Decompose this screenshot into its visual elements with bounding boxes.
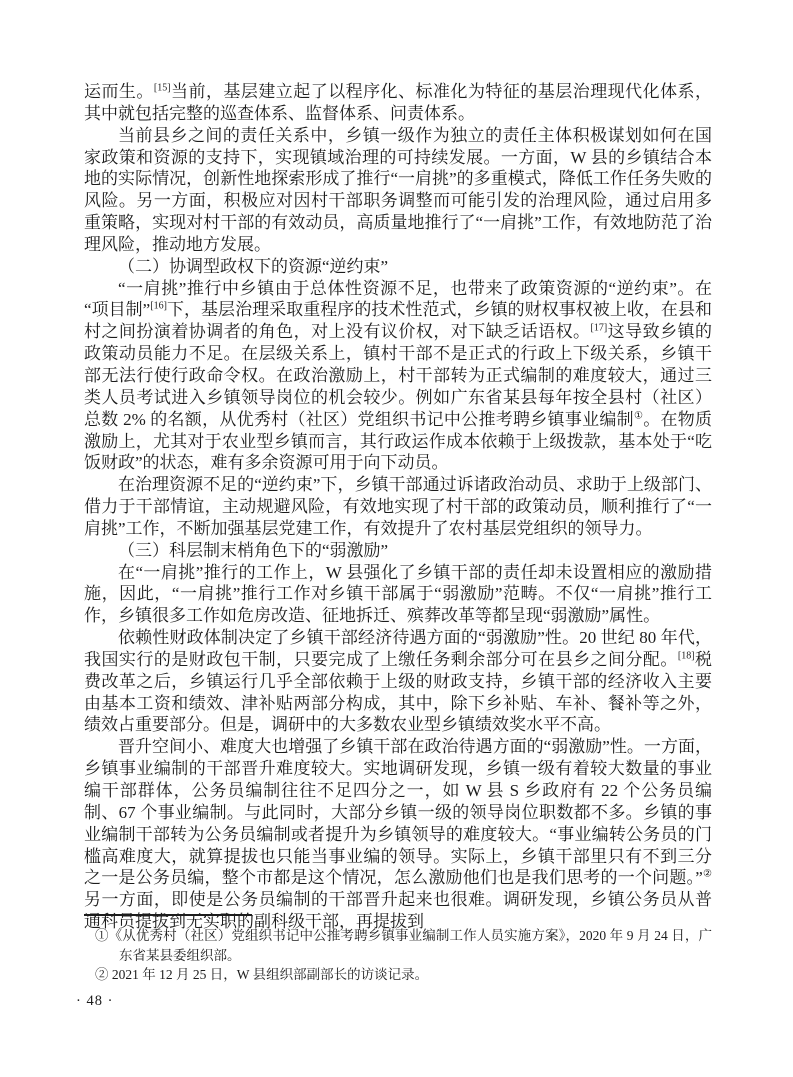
- note-ref: ②: [702, 868, 712, 880]
- article-body: [84, 81, 712, 933]
- footnote-area: [84, 914, 712, 985]
- note-ref: [15]: [153, 82, 171, 94]
- note-ref: [16]: [150, 300, 167, 312]
- paragraph: 当前县乡之间的责任关系中，乡镇一级作为独立的责任主体积极谋划如何在国家政策和资源的支持下，实现镇域治理的可持续发展。一方面，W 县的乡镇结合本地的实际情况，创新性地探索形成了推行“一肩挑”的多重模式，降低工作任务失败的风险。另一方面，积极应对因村干部职务调整而可能引发的治理风险，通过启用多重策略，实现对村干部的有效动员，高质量地推行了“一肩挑”工作，有效地防范了治理风险，推动地方发展。: [84, 125, 712, 254]
- note-ref: [17]: [590, 322, 608, 334]
- paragraph: 晋升空间小、难度大也增强了乡镇干部在政治待遇方面的“弱激励”性。一方面，乡镇事业编制的干部晋升难度较大。实地调研发现，乡镇一级有着较大数量的事业编干部群体，公务员编制往往不足四分之一，如 W 县 S 乡政府有 22 个公务员编制、67 个事业编制。与此同时，大部分乡镇一级的领导岗位职数都不多。乡镇的事业编制干部转为公务员编制或者提升为乡镇领导的难度较大。“事业编转公务员的门槛高难度大，就算提拔也只能当事业编的领导。实际上，乡镇干部里只有不到三分之一是公务员编，整个市都是这个情况，怎么激励他们也是我们思考的一个问题。”②另一方面，即使是公务员编制的干部晋升起来也很难。调研发现，乡镇公务员从普通科员提拔到无实职的副科级干部，再提拔到: [84, 737, 712, 932]
- section-heading-2: （二）协调型政权下的资源“逆约束”: [118, 256, 389, 276]
- paragraph: 依赖性财政体制决定了乡镇干部经济待遇方面的“弱激励”性。20 世纪 80 年代，我国实行的是财政包干制，只要完成了上缴任务剩余部分可在县乡之间分配。[18]税费改革之后，乡镇运行几乎全部依赖于上级的财政支持，乡镇干部的经济收入主要由基本工资和绩效、津补贴两部分构成，其中，除下乡补贴、车补、餐补等之外，绩效占重要部分。但是，调研中的大多数农业型乡镇绩效奖水平不高。: [84, 628, 713, 735]
- note-ref: [18]: [677, 650, 695, 662]
- footnote-2: ② 2021 年 12 月 25 日，W 县组织部副部长的访谈记录。: [95, 967, 429, 982]
- section-heading-3: （三）科层制末梢角色下的“弱激励”: [118, 540, 389, 560]
- paragraph: 在治理资源不足的“逆约束”下，乡镇干部通过诉诸政治动员、求助于上级部门、借力于干部情谊，主动规避风险，有效地实现了村干部的政策动员，顺利推行了“一肩挑”工作，不断加强基层党建工作，有效提升了农村基层党组织的领导力。: [84, 475, 712, 538]
- footnote-1: ①《从优秀村（社区）党组织书记中公推考聘乡镇事业编制工作人员实施方案》，2020 年 9 月 24 日，广东省某县委组织部。: [95, 928, 712, 963]
- footnote-separator: [84, 914, 252, 916]
- footnote-list: [84, 926, 712, 985]
- paragraph-continuation: 运而生。[15]当前，基层建立起了以程序化、标准化为特征的基层治理现代化体系，其中就包括完整的巡查体系、监督体系、问责体系。: [84, 82, 713, 123]
- paragraph: 在“一肩挑”推行的工作上，W 县强化了乡镇干部的责任却未设置相应的激励措施，因此，“一肩挑”推行工作对乡镇干部属于“弱激励”范畴。不仅“一肩挑”推行工作，乡镇很多工作如危房改造、征地拆迁、殡葬改革等都呈现“弱激励”属性。: [84, 562, 712, 626]
- paragraph: “一肩挑”推行中乡镇由于总体性资源不足，也带来了政策资源的“逆约束”。在“项目制”[16]下，基层治理采取重程序的技术性范式，乡镇的财权事权被上收，在县和村之间扮演着协调者的角色，对上没有议价权，对下缺乏话语权。[17]这导致乡镇的政策动员能力不足。在层级关系上，镇村干部不是正式的行政上下级关系，乡镇干部无法行使行政命令权。在政治激励上，村干部转为正式编制的难度较大，通过三类人员考试进入乡镇领导岗位的机会较少。例如广东省某县每年按全县村（社区）总数 2% 的名额，从优秀村（社区）党组织书记中公推考聘乡镇事业编制①。在物质激励上，尤其对于农业型乡镇而言，其行政运作成本依赖于上级拨款，基本处于“吃饭财政”的状态，难有多余资源可用于向下动员。: [84, 278, 713, 473]
- page-number: · 48 ·: [76, 993, 114, 1009]
- note-ref: ①: [633, 410, 644, 421]
